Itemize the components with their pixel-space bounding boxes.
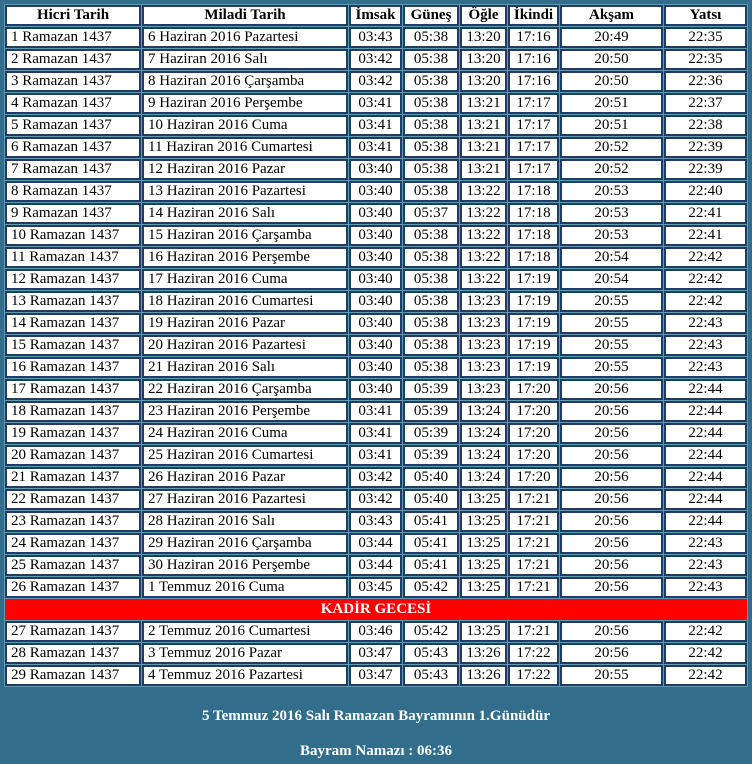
time-cell: 20:52 [560,159,663,180]
time-cell: 20:56 [560,577,663,598]
time-cell: 05:38 [403,335,459,356]
hicri-date-cell: 20 Ramazan 1437 [5,445,141,466]
time-cell: 22:42 [664,621,747,642]
time-cell: 22:38 [664,115,747,136]
time-cell: 13:22 [460,247,507,268]
time-cell: 22:44 [664,489,747,510]
time-cell: 20:52 [560,137,663,158]
time-cell: 05:39 [403,379,459,400]
kadir-gecesi-row [5,599,747,620]
table-row [5,401,747,422]
time-cell: 17:21 [508,621,559,642]
time-cell: 22:36 [664,71,747,92]
column-header: Hicri Tarih [5,5,141,26]
miladi-date-cell: 13 Haziran 2016 Pazartesi [142,181,348,202]
time-cell: 03:40 [349,335,402,356]
miladi-date-cell: 29 Haziran 2016 Çarşamba [142,533,348,554]
time-cell: 13:21 [460,115,507,136]
time-cell: 22:44 [664,467,747,488]
table-row [5,181,747,202]
time-cell: 03:42 [349,467,402,488]
time-cell: 17:20 [508,423,559,444]
hicri-date-cell: 21 Ramazan 1437 [5,467,141,488]
time-cell: 05:38 [403,49,459,70]
time-cell: 03:41 [349,445,402,466]
time-cell: 20:56 [560,379,663,400]
time-cell: 05:39 [403,445,459,466]
time-cell: 03:46 [349,621,402,642]
hicri-date-cell: 28 Ramazan 1437 [5,643,141,664]
time-cell: 20:51 [560,93,663,114]
time-cell: 20:53 [560,225,663,246]
time-cell: 17:18 [508,247,559,268]
miladi-date-cell: 22 Haziran 2016 Çarşamba [142,379,348,400]
time-cell: 13:23 [460,357,507,378]
time-cell: 20:56 [560,555,663,576]
table-row [5,533,747,554]
time-cell: 03:40 [349,379,402,400]
time-cell: 17:18 [508,181,559,202]
table-row [5,203,747,224]
time-cell: 13:22 [460,269,507,290]
time-cell: 22:44 [664,379,747,400]
time-cell: 13:26 [460,643,507,664]
table-row [5,269,747,290]
time-cell: 13:25 [460,577,507,598]
column-header: Yatsı [664,5,747,26]
table-row [5,247,747,268]
table-row [5,291,747,312]
hicri-date-cell: 1 Ramazan 1437 [5,27,141,48]
table-header [5,5,747,26]
header-row [5,5,747,26]
time-cell: 05:38 [403,291,459,312]
table-row [5,93,747,114]
time-cell: 22:37 [664,93,747,114]
time-cell: 03:40 [349,313,402,334]
table-row [5,665,747,686]
bayram-first-day-note: 5 Temmuz 2016 Salı Ramazan Bayramının 1.Günüdür [202,708,550,724]
miladi-date-cell: 19 Haziran 2016 Pazar [142,313,348,334]
time-cell: 03:40 [349,291,402,312]
time-cell: 20:56 [560,423,663,444]
table-body [5,27,747,686]
time-cell: 03:40 [349,159,402,180]
miladi-date-cell: 2 Temmuz 2016 Cumartesi [142,621,348,642]
time-cell: 22:35 [664,27,747,48]
time-cell: 03:42 [349,49,402,70]
time-cell: 03:41 [349,423,402,444]
column-header: Öğle [460,5,507,26]
column-header: Akşam [560,5,663,26]
time-cell: 17:16 [508,71,559,92]
miladi-date-cell: 8 Haziran 2016 Çarşamba [142,71,348,92]
table-row [5,423,747,444]
hicri-date-cell: 4 Ramazan 1437 [5,93,141,114]
hicri-date-cell: 8 Ramazan 1437 [5,181,141,202]
hicri-date-cell: 19 Ramazan 1437 [5,423,141,444]
time-cell: 17:20 [508,467,559,488]
time-cell: 13:21 [460,137,507,158]
time-cell: 22:44 [664,401,747,422]
miladi-date-cell: 14 Haziran 2016 Salı [142,203,348,224]
time-cell: 17:21 [508,489,559,510]
time-cell: 05:38 [403,313,459,334]
table-row [5,115,747,136]
time-cell: 22:44 [664,445,747,466]
time-cell: 13:22 [460,203,507,224]
table-row [5,379,747,400]
miladi-date-cell: 7 Haziran 2016 Salı [142,49,348,70]
time-cell: 22:40 [664,181,747,202]
table-row [5,643,747,664]
miladi-date-cell: 1 Temmuz 2016 Cuma [142,577,348,598]
time-cell: 05:43 [403,665,459,686]
table-row [5,489,747,510]
time-cell: 17:20 [508,401,559,422]
hicri-date-cell: 24 Ramazan 1437 [5,533,141,554]
time-cell: 20:50 [560,71,663,92]
time-cell: 22:44 [664,511,747,532]
footer [4,708,748,760]
time-cell: 05:38 [403,357,459,378]
miladi-date-cell: 15 Haziran 2016 Çarşamba [142,225,348,246]
time-cell: 03:43 [349,511,402,532]
time-cell: 22:42 [664,643,747,664]
time-cell: 03:40 [349,357,402,378]
table-row [5,511,747,532]
table-row [5,27,747,48]
miladi-date-cell: 21 Haziran 2016 Salı [142,357,348,378]
time-cell: 20:49 [560,27,663,48]
time-cell: 13:22 [460,225,507,246]
table-row [5,555,747,576]
time-cell: 13:26 [460,665,507,686]
time-cell: 22:42 [664,665,747,686]
time-cell: 20:56 [560,643,663,664]
time-cell: 13:25 [460,511,507,532]
time-cell: 03:42 [349,71,402,92]
time-cell: 05:38 [403,225,459,246]
time-cell: 17:19 [508,291,559,312]
miladi-date-cell: 30 Haziran 2016 Perşembe [142,555,348,576]
time-cell: 20:55 [560,291,663,312]
miladi-date-cell: 9 Haziran 2016 Perşembe [142,93,348,114]
time-cell: 22:41 [664,225,747,246]
time-cell: 13:24 [460,401,507,422]
table-row [5,621,747,642]
hicri-date-cell: 7 Ramazan 1437 [5,159,141,180]
time-cell: 17:16 [508,27,559,48]
miladi-date-cell: 4 Temmuz 2016 Pazartesi [142,665,348,686]
time-cell: 05:38 [403,27,459,48]
table-row [5,335,747,356]
time-cell: 17:21 [508,555,559,576]
kadir-gecesi-label: KADİR GECESİ [5,599,747,620]
time-cell: 17:21 [508,577,559,598]
miladi-date-cell: 20 Haziran 2016 Pazartesi [142,335,348,356]
time-cell: 20:53 [560,181,663,202]
miladi-date-cell: 17 Haziran 2016 Cuma [142,269,348,290]
time-cell: 20:55 [560,335,663,356]
time-cell: 03:44 [349,533,402,554]
hicri-date-cell: 10 Ramazan 1437 [5,225,141,246]
time-cell: 22:42 [664,291,747,312]
time-cell: 17:20 [508,445,559,466]
miladi-date-cell: 23 Haziran 2016 Perşembe [142,401,348,422]
time-cell: 20:56 [560,489,663,510]
time-cell: 05:38 [403,71,459,92]
time-cell: 05:40 [403,467,459,488]
time-cell: 20:56 [560,401,663,422]
time-cell: 05:42 [403,621,459,642]
time-cell: 22:39 [664,137,747,158]
table-row [5,159,747,180]
time-cell: 20:55 [560,313,663,334]
table-row [5,137,747,158]
bayram-namazi-time: Bayram Namazı : 06:36 [299,743,453,759]
time-cell: 05:38 [403,115,459,136]
hicri-date-cell: 18 Ramazan 1437 [5,401,141,422]
table-row [5,313,747,334]
time-cell: 03:41 [349,93,402,114]
hicri-date-cell: 25 Ramazan 1437 [5,555,141,576]
time-cell: 22:43 [664,335,747,356]
time-cell: 22:41 [664,203,747,224]
time-cell: 20:50 [560,49,663,70]
time-cell: 13:21 [460,159,507,180]
time-cell: 17:18 [508,225,559,246]
hicri-date-cell: 26 Ramazan 1437 [5,577,141,598]
column-header: Güneş [403,5,459,26]
time-cell: 05:38 [403,137,459,158]
hicri-date-cell: 22 Ramazan 1437 [5,489,141,510]
time-cell: 05:38 [403,247,459,268]
time-cell: 05:38 [403,93,459,114]
time-cell: 13:24 [460,445,507,466]
column-header: İkindi [508,5,559,26]
time-cell: 05:41 [403,555,459,576]
time-cell: 13:23 [460,291,507,312]
time-cell: 20:55 [560,357,663,378]
column-header: Miladi Tarih [142,5,348,26]
time-cell: 13:24 [460,467,507,488]
time-cell: 13:23 [460,335,507,356]
time-cell: 13:23 [460,313,507,334]
time-cell: 17:17 [508,137,559,158]
hicri-date-cell: 6 Ramazan 1437 [5,137,141,158]
miladi-date-cell: 28 Haziran 2016 Salı [142,511,348,532]
time-cell: 20:56 [560,621,663,642]
time-cell: 20:56 [560,511,663,532]
time-cell: 22:42 [664,247,747,268]
time-cell: 22:43 [664,577,747,598]
time-cell: 17:22 [508,643,559,664]
time-cell: 17:19 [508,269,559,290]
hicri-date-cell: 3 Ramazan 1437 [5,71,141,92]
time-cell: 22:43 [664,313,747,334]
time-cell: 03:47 [349,643,402,664]
time-cell: 13:21 [460,93,507,114]
time-cell: 03:41 [349,401,402,422]
hicri-date-cell: 13 Ramazan 1437 [5,291,141,312]
hicri-date-cell: 9 Ramazan 1437 [5,203,141,224]
time-cell: 22:43 [664,357,747,378]
time-cell: 03:40 [349,269,402,290]
time-cell: 03:44 [349,555,402,576]
time-cell: 22:44 [664,423,747,444]
time-cell: 13:23 [460,379,507,400]
table-row [5,71,747,92]
time-cell: 03:40 [349,247,402,268]
time-cell: 17:17 [508,93,559,114]
time-cell: 13:20 [460,27,507,48]
table-row [5,467,747,488]
miladi-date-cell: 24 Haziran 2016 Cuma [142,423,348,444]
time-cell: 13:20 [460,71,507,92]
time-cell: 13:25 [460,621,507,642]
time-cell: 17:21 [508,511,559,532]
time-cell: 13:25 [460,489,507,510]
time-cell: 05:41 [403,511,459,532]
time-cell: 13:25 [460,555,507,576]
miladi-date-cell: 6 Haziran 2016 Pazartesi [142,27,348,48]
time-cell: 05:38 [403,159,459,180]
miladi-date-cell: 27 Haziran 2016 Pazartesi [142,489,348,510]
time-cell: 05:43 [403,643,459,664]
table-row [5,577,747,598]
hicri-date-cell: 23 Ramazan 1437 [5,511,141,532]
miladi-date-cell: 18 Haziran 2016 Cumartesi [142,291,348,312]
time-cell: 20:56 [560,445,663,466]
miladi-date-cell: 12 Haziran 2016 Pazar [142,159,348,180]
time-cell: 17:20 [508,379,559,400]
time-cell: 22:39 [664,159,747,180]
hicri-date-cell: 15 Ramazan 1437 [5,335,141,356]
time-cell: 13:20 [460,49,507,70]
hicri-date-cell: 2 Ramazan 1437 [5,49,141,70]
time-cell: 17:19 [508,357,559,378]
time-cell: 17:16 [508,49,559,70]
hicri-date-cell: 17 Ramazan 1437 [5,379,141,400]
time-cell: 05:39 [403,401,459,422]
miladi-date-cell: 26 Haziran 2016 Pazar [142,467,348,488]
time-cell: 17:19 [508,335,559,356]
hicri-date-cell: 12 Ramazan 1437 [5,269,141,290]
miladi-date-cell: 11 Haziran 2016 Cumartesi [142,137,348,158]
column-header: İmsak [349,5,402,26]
time-cell: 20:56 [560,533,663,554]
table-row [5,357,747,378]
miladi-date-cell: 10 Haziran 2016 Cuma [142,115,348,136]
miladi-date-cell: 16 Haziran 2016 Perşembe [142,247,348,268]
time-cell: 17:18 [508,203,559,224]
time-cell: 03:41 [349,115,402,136]
time-cell: 20:56 [560,467,663,488]
time-cell: 05:40 [403,489,459,510]
time-cell: 05:37 [403,203,459,224]
time-cell: 22:42 [664,269,747,290]
miladi-date-cell: 25 Haziran 2016 Cumartesi [142,445,348,466]
time-cell: 22:35 [664,49,747,70]
hicri-date-cell: 29 Ramazan 1437 [5,665,141,686]
time-cell: 05:38 [403,269,459,290]
hicri-date-cell: 27 Ramazan 1437 [5,621,141,642]
table-row [5,445,747,466]
hicri-date-cell: 14 Ramazan 1437 [5,313,141,334]
time-cell: 17:17 [508,115,559,136]
time-cell: 17:19 [508,313,559,334]
hicri-date-cell: 5 Ramazan 1437 [5,115,141,136]
hicri-date-cell: 11 Ramazan 1437 [5,247,141,268]
time-cell: 17:17 [508,159,559,180]
time-cell: 13:25 [460,533,507,554]
time-cell: 03:45 [349,577,402,598]
time-cell: 13:24 [460,423,507,444]
time-cell: 13:22 [460,181,507,202]
time-cell: 03:40 [349,181,402,202]
time-cell: 17:21 [508,533,559,554]
time-cell: 05:38 [403,181,459,202]
time-cell: 22:43 [664,533,747,554]
prayer-times-table [4,4,748,687]
table-row [5,49,747,70]
miladi-date-cell: 3 Temmuz 2016 Pazar [142,643,348,664]
time-cell: 03:42 [349,489,402,510]
time-cell: 05:39 [403,423,459,444]
hicri-date-cell: 16 Ramazan 1437 [5,357,141,378]
time-cell: 03:40 [349,203,402,224]
time-cell: 20:55 [560,665,663,686]
time-cell: 22:43 [664,555,747,576]
time-cell: 17:22 [508,665,559,686]
time-cell: 05:42 [403,577,459,598]
time-cell: 03:40 [349,225,402,246]
time-cell: 05:41 [403,533,459,554]
table-row [5,225,747,246]
time-cell: 20:54 [560,247,663,268]
time-cell: 20:51 [560,115,663,136]
time-cell: 20:53 [560,203,663,224]
time-cell: 20:54 [560,269,663,290]
time-cell: 03:47 [349,665,402,686]
time-cell: 03:41 [349,137,402,158]
time-cell: 03:43 [349,27,402,48]
